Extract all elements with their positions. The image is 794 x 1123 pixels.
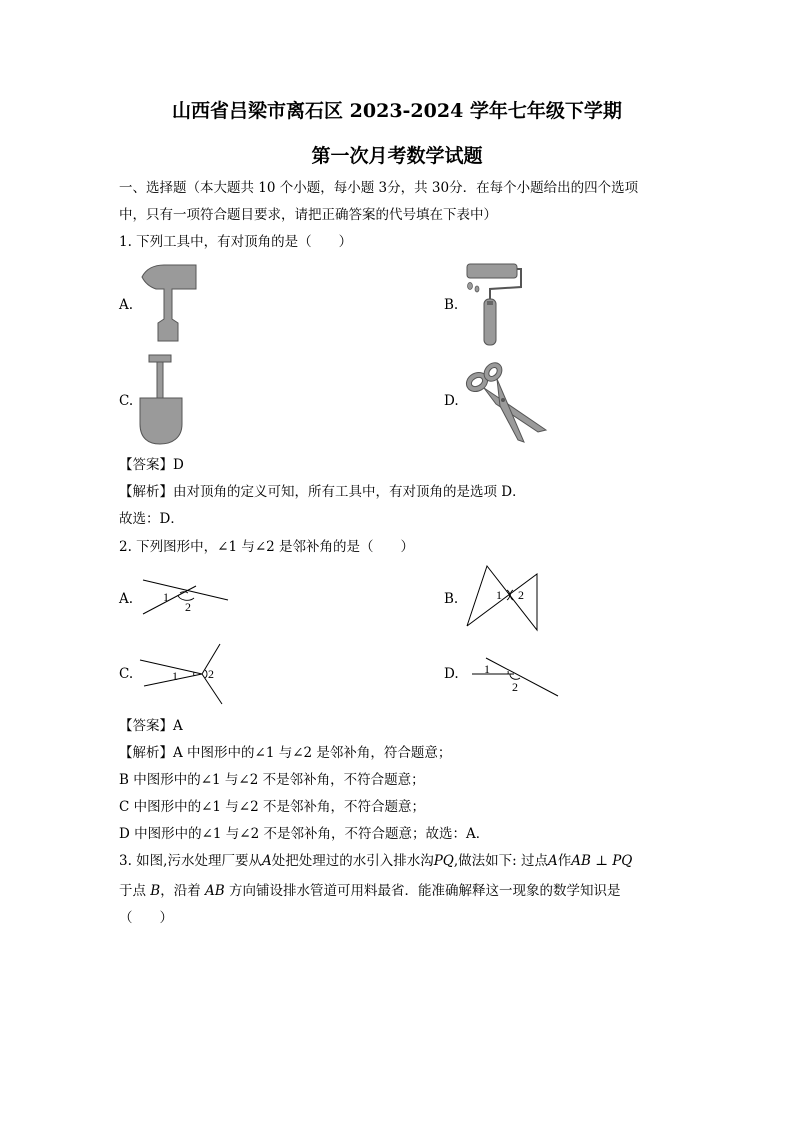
- page-title-line1: 山西省吕梁市离石区 2023-2024 学年七年级下学期: [172, 100, 622, 122]
- q3-line2: [119, 882, 620, 900]
- q3-line1-text-a: 3. 如图,污水处理厂要从: [119, 853, 262, 869]
- q1-stem: 1. 下列工具中，有对顶角的是（ ）: [119, 234, 353, 250]
- q2-figure-d: [470, 652, 562, 698]
- q3-perp-expr: AB ⊥ PQ: [571, 853, 633, 869]
- q3-line1-text-d: 作: [557, 853, 572, 869]
- scissors-icon: [462, 360, 548, 444]
- q2-figure-c: [138, 640, 228, 708]
- q2c-angle1-label: 1: [172, 669, 178, 683]
- q2-analysis-line1: 【解析】A 中图形中的∠1 与∠2 是邻补角，符合题意；: [119, 745, 452, 761]
- q3-line2-text-c: 方向铺设排水管道可用料最省．能准确解释这一现象的数学知识是: [228, 883, 621, 899]
- q2-stem: 2. 下列图形中，∠1 与∠2 是邻补角的是（ ）: [119, 539, 415, 555]
- q2d-angle2-label: 2: [512, 680, 518, 694]
- q2c-angle2-label: 2: [208, 667, 214, 681]
- q1-choose: 故选：D．: [119, 511, 184, 527]
- q3-point-a: A: [261, 853, 272, 869]
- q2d-angle1-label: 1: [484, 662, 490, 676]
- q2-figure-a: [138, 574, 232, 618]
- q3-point-b: B: [150, 883, 161, 899]
- q3-line2-text-a: 于点: [119, 883, 146, 899]
- q3-line1-text-c: ,做法如下: 过点: [453, 853, 549, 869]
- q2-option-b-label: B.: [444, 591, 459, 607]
- hammer-icon: [138, 263, 200, 345]
- q1-analysis: 【解析】由对顶角的定义可知，所有工具中，有对顶角的是选项 D．: [119, 484, 526, 500]
- q2-analysis-line2: B 中图形中的∠1 与∠2 不是邻补角，不符合题意；: [119, 772, 425, 788]
- shovel-icon: [138, 354, 184, 446]
- q2-answer: 【答案】A: [119, 718, 183, 734]
- section-header-line1: 一、选择题（本大题共 10 个小题，每小题 3分，共 30分．在每个小题给出的四个选项: [119, 180, 639, 196]
- paint-roller-icon: [463, 261, 523, 347]
- q1-option-b-label: B.: [444, 297, 459, 313]
- q3-point-a2: A: [548, 853, 558, 869]
- q3-line1: [119, 852, 632, 870]
- q2-option-d-label: D.: [444, 666, 459, 682]
- q2-option-c-label: C.: [119, 666, 134, 682]
- q2-option-a-label: A.: [119, 591, 134, 607]
- q2-analysis-line4: D 中图形中的∠1 与∠2 不是邻补角，不符合题意；故选：A．: [119, 826, 490, 842]
- q3-line1-text-b: 处把处理过的水引入排水沟: [271, 853, 434, 869]
- q2-analysis-line3: C 中图形中的∠1 与∠2 不是邻补角，不符合题意；: [119, 799, 426, 815]
- q2-figure-b: [463, 562, 545, 632]
- q2b-angle2-label: 2: [518, 588, 524, 602]
- q3-line3: （ ）: [119, 910, 173, 926]
- section-header-line2: 中，只有一项符合题目要求，请把正确答案的代号填在下表中）: [119, 207, 497, 223]
- q1-option-d-label: D.: [444, 393, 459, 409]
- q1-answer: 【答案】D: [119, 457, 184, 473]
- q2a-angle1-label: 1: [163, 590, 169, 604]
- q3-ab: AB: [205, 883, 225, 899]
- q1-option-c-label: C.: [119, 393, 134, 409]
- q2a-angle2-label: 2: [185, 600, 191, 614]
- q3-line2-text-b: ，沿着: [160, 883, 201, 899]
- q3-pq: PQ: [433, 853, 454, 869]
- q2b-angle1-label: 1: [496, 588, 502, 602]
- page-title-line2: 第一次月考数学试题: [311, 145, 483, 167]
- q1-option-a-label: A.: [119, 297, 134, 313]
